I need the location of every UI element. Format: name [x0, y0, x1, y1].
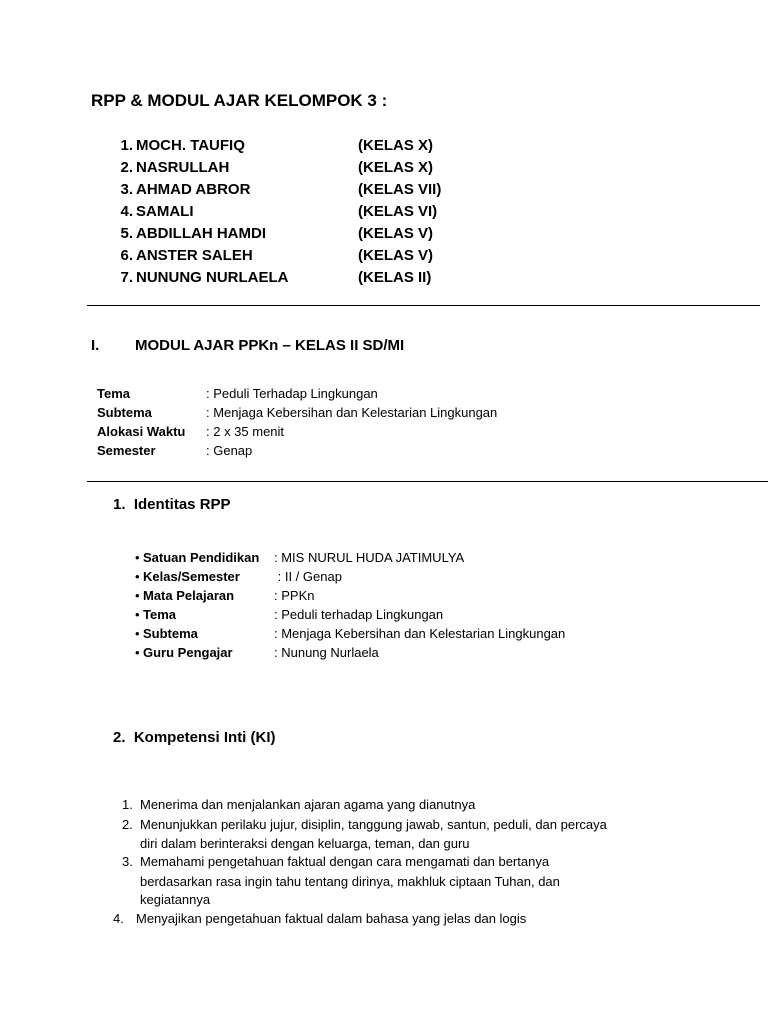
- list-number: 1.: [122, 797, 133, 812]
- member-class: (KELAS II): [358, 269, 432, 286]
- list-item: Memahami pengetahuan faktual dengan cara mengamati dan bertanya: [140, 854, 550, 869]
- list-item-continuation: diri dalam berinteraksi dengan keluarga, teman, dan guru: [140, 836, 470, 851]
- identitas-value: : Nunung Nurlaela: [274, 645, 379, 660]
- bullet-icon: •: [135, 607, 140, 622]
- meta-value: : Genap: [206, 443, 253, 458]
- identitas-value: : PPKn: [274, 588, 315, 603]
- identitas-key: Tema: [143, 607, 176, 622]
- bullet-icon: •: [135, 550, 140, 565]
- kompetensi-heading: 2. Kompetensi Inti (KI): [113, 729, 276, 746]
- meta-key: Semester: [97, 443, 156, 458]
- section-numeral: I.: [91, 337, 100, 354]
- member-class: (KELAS VI): [358, 203, 438, 220]
- meta-value: : Menjaga Kebersihan dan Kelestarian Lingkungan: [206, 405, 498, 420]
- member-number: 6.: [120, 247, 133, 264]
- list-item-continuation: kegiatannya: [140, 892, 211, 907]
- identitas-key: Guru Pengajar: [143, 645, 233, 660]
- meta-key: Tema: [97, 386, 130, 401]
- identitas-key: Kelas/Semester: [143, 569, 240, 584]
- member-name: AHMAD ABROR: [136, 181, 251, 198]
- identitas-value: : Peduli terhadap Lingkungan: [274, 607, 444, 622]
- member-name: SAMALI: [136, 203, 194, 220]
- list-number: 4.: [113, 911, 124, 926]
- member-number: 3.: [120, 181, 133, 198]
- list-item: Menunjukkan perilaku jujur, disiplin, tanggung jawab, santun, peduli, dan percaya: [140, 817, 607, 832]
- member-number: 5.: [120, 225, 133, 242]
- member-name: NUNUNG NURLAELA: [136, 269, 289, 286]
- member-class: (KELAS V): [358, 247, 433, 264]
- member-number: 1.: [120, 137, 133, 154]
- member-name: ANSTER SALEH: [136, 247, 253, 264]
- member-class: (KELAS VII): [358, 181, 442, 198]
- list-number: 3.: [122, 854, 133, 869]
- member-number: 4.: [120, 203, 133, 220]
- identitas-key: Subtema: [143, 626, 198, 641]
- meta-value: : 2 x 35 menit: [206, 424, 285, 439]
- identitas-value: : Menjaga Kebersihan dan Kelestarian Lingkungan: [274, 626, 566, 641]
- bullet-icon: •: [135, 645, 140, 660]
- bullet-icon: •: [135, 569, 140, 584]
- list-number: 2.: [122, 817, 133, 832]
- identitas-value: : II / Genap: [274, 569, 342, 584]
- member-number: 2.: [120, 159, 133, 176]
- meta-key: Alokasi Waktu: [97, 424, 186, 439]
- identitas-key: Satuan Pendidikan: [143, 550, 260, 565]
- member-class: (KELAS V): [358, 225, 433, 242]
- identitas-heading: 1. Identitas RPP: [113, 496, 231, 513]
- identitas-key: Mata Pelajaran: [143, 588, 235, 603]
- horizontal-divider: [87, 481, 768, 482]
- member-class: (KELAS X): [358, 159, 433, 176]
- meta-value: : Peduli Terhadap Lingkungan: [206, 386, 378, 401]
- member-name: MOCH. TAUFIQ: [136, 137, 245, 154]
- member-class: (KELAS X): [358, 137, 433, 154]
- bullet-icon: •: [135, 626, 140, 641]
- section-heading: MODUL AJAR PPKn – KELAS II SD/MI: [135, 337, 405, 354]
- horizontal-divider: [87, 305, 760, 306]
- identitas-value: : MIS NURUL HUDA JATIMULYA: [274, 550, 465, 565]
- meta-key: Subtema: [97, 405, 152, 420]
- list-item: Menerima dan menjalankan ajaran agama yang dianutnya: [140, 797, 476, 812]
- member-name: ABDILLAH HAMDI: [136, 225, 266, 242]
- member-name: NASRULLAH: [136, 159, 230, 176]
- member-number: 7.: [120, 269, 133, 286]
- list-item: Menyajikan pengetahuan faktual dalam bahasa yang jelas dan logis: [136, 911, 527, 926]
- document-title: RPP & MODUL AJAR KELOMPOK 3 :: [91, 91, 388, 110]
- list-item-continuation: berdasarkan rasa ingin tahu tentang dirinya, makhluk ciptaan Tuhan, dan: [140, 874, 560, 889]
- bullet-icon: •: [135, 588, 140, 603]
